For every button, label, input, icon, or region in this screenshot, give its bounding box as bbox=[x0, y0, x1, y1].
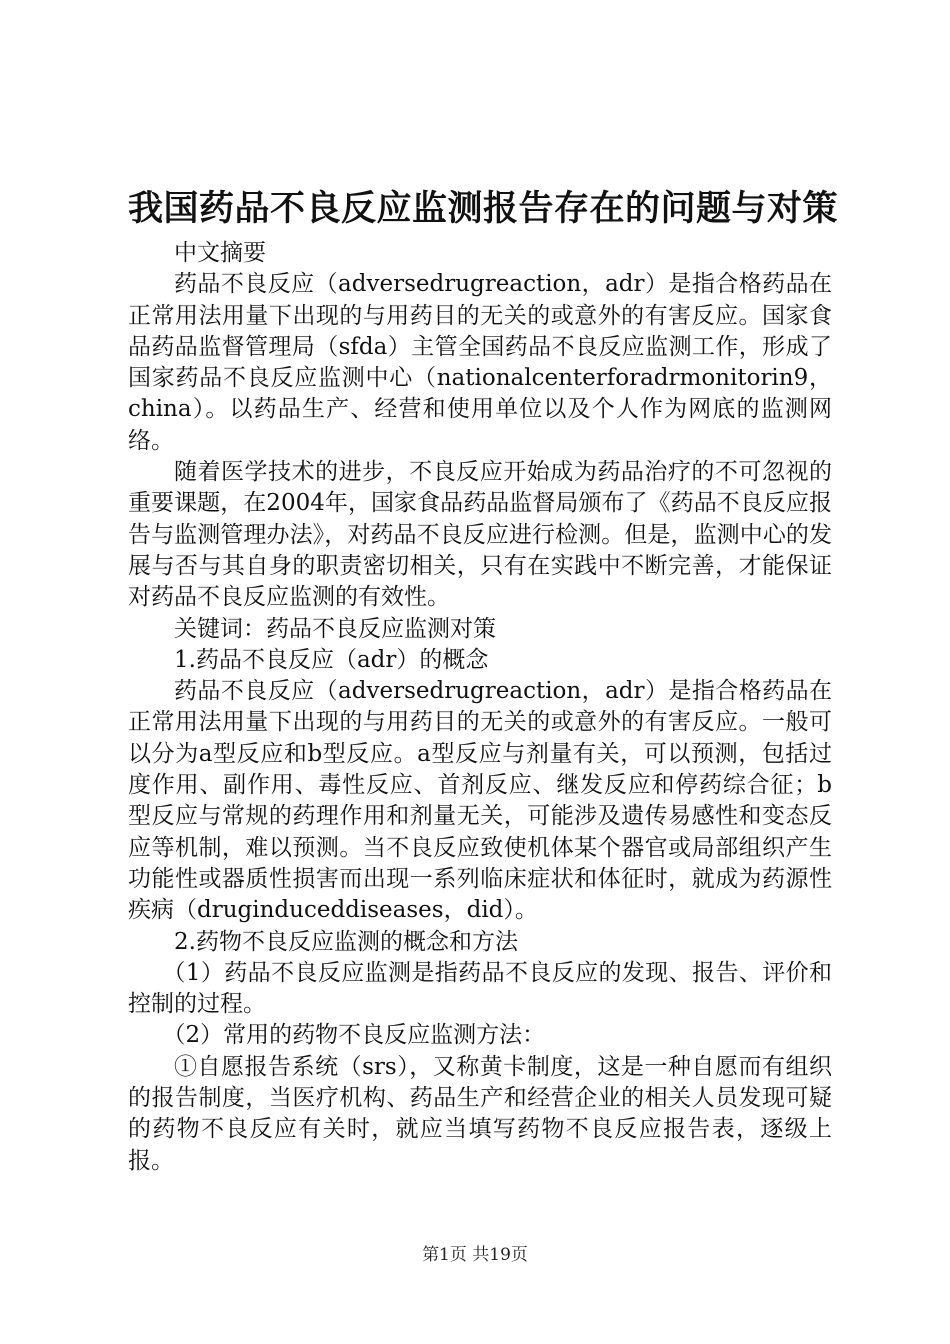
section-1-paragraph: 药品不良反应（adversedrugreaction，adr）是指合格药品在正常用法用量下出现的与用药目的无关的或意外的有害反应。一般可以分为a型反应和b型反应。a型反应与剂量有关，可以预测，包括过度作用、副作用、毒性反应、首剂反应、继发反应和停药综合征；b型反应与常规的药理作用和剂量无关，可能涉及遗传易感性和变态反应等机制，难以预测。当不良反应致使机体某个器官或局部组织产生功能性或器质性损害而出现一系列临床症状和体征时，就成为药源性疾病（druginduceddiseases，did）。 bbox=[128, 678, 832, 924]
section-1-heading: 1.药品不良反应（adr）的概念 bbox=[174, 646, 489, 673]
section-2-item-1: （1）药品不良反应监测是指药品不良反应的发现、报告、评价和控制的过程。 bbox=[128, 959, 832, 1018]
section-2-item-2: （2）常用的药物不良反应监测方法： bbox=[162, 1022, 546, 1049]
abstract-paragraph-1: 药品不良反应（adversedrugreaction，adr）是指合格药品在正常用法用量下出现的与用药目的无关的或意外的有害反应。国家食品药品监督管理局（sfda）主管全国药品不良反应监测工作，形成了国家药品不良反应监测中心（nationalcenterforadrmonitorin9，china）。以药品生产、经营和使用单位以及个人作为网底的监测网络。 bbox=[128, 271, 832, 454]
keywords-line: 关键词：药品不良反应监测对策 bbox=[174, 615, 496, 642]
page-number-footer: 第1页 共19页 bbox=[422, 1245, 528, 1265]
document-title: 我国药品不良反应监测报告存在的问题与对策 bbox=[128, 188, 839, 229]
document-body bbox=[128, 238, 832, 1177]
abstract-heading: 中文摘要 bbox=[174, 240, 266, 266]
abstract-paragraph-2: 随着医学技术的进步，不良反应开始成为药品治疗的不可忽视的重要课题，在2004年，国家食品药品监督局颁布了《药品不良反应报告与监测管理办法》，对药品不良反应进行检测。但是，监测中心的发展与否与其自身的职责密切相关，只有在实践中不断完善，才能保证对药品不良反应监测的有效性。 bbox=[128, 459, 832, 611]
section-2-method-1: ①自愿报告系统（srs），又称黄卡制度，这是一种自愿而有组织的报告制度，当医疗机构、药品生产和经营企业的相关人员发现可疑的药物不良反应有关时，就应当填写药物不良反应报告表，逐级上报。 bbox=[128, 1053, 832, 1174]
section-2-heading: 2.药物不良反应监测的概念和方法 bbox=[174, 928, 518, 955]
